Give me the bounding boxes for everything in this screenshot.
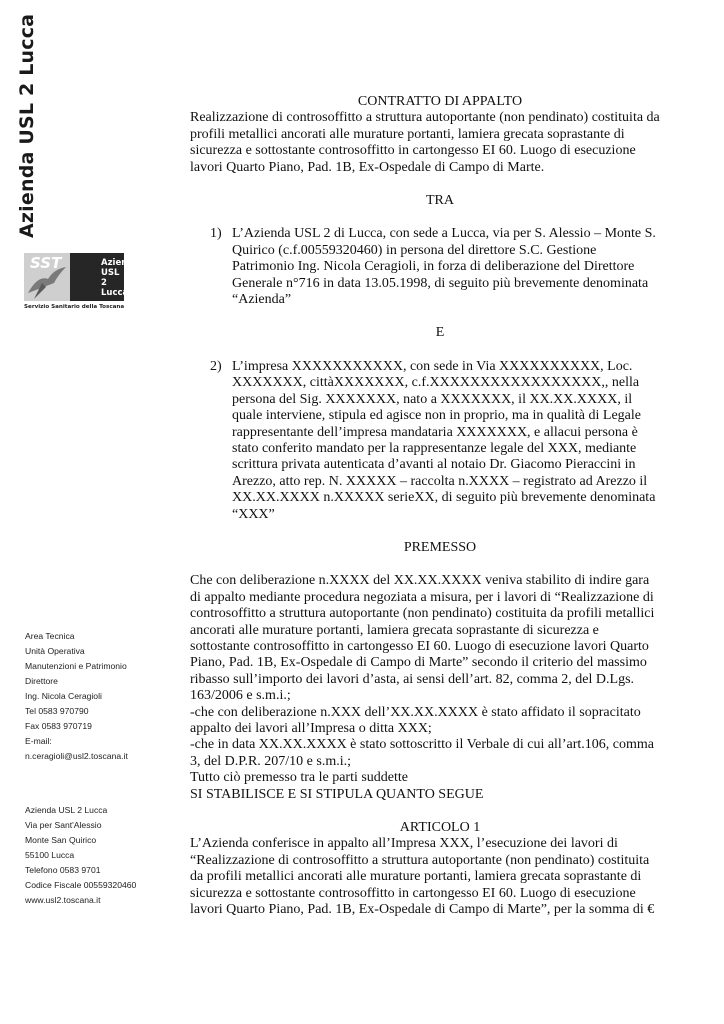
bird-emblem bbox=[24, 253, 70, 301]
text-line: rappresentante dell’impresa mandataria XXXXXXX, e allacui persona è bbox=[232, 424, 638, 440]
text-line: Quirico (c.f.00559320460) in persona del direttore S.C. Gestione bbox=[232, 242, 597, 258]
text-line: lavori Quarto Piano, Pad. 1B, Ex-Ospedale di Campo di Marte”, per la somma di € bbox=[190, 902, 655, 918]
text-line: ancorati alle murature portanti, lamiera grecata soprastante di sicurezza e bbox=[190, 622, 599, 638]
text-line: XX.XX.XXXX n.XXXXX serieXX, di seguito più brevemente denominata bbox=[232, 490, 656, 506]
text-line: sottostante controsoffitto in cartongesso EI 60. Luogo di esecuzione lavori Quarto bbox=[190, 638, 649, 654]
section-premesso: PREMESSO bbox=[403, 539, 477, 555]
text-line: 3, del D.P.R. 207/10 e s.m.i.; bbox=[190, 753, 352, 769]
text-line: Patrimonio Ing. Nicola Ceragioli, in forza di deliberazione del Direttore bbox=[232, 259, 635, 275]
contact-email[interactable]: n.ceragioli@usl2.toscana.it bbox=[25, 751, 128, 761]
vertical-organization-title: Azienda USL 2 Lucca bbox=[16, 13, 38, 238]
text-line: lavori Quarto Piano, Pad. 1B, Ex-Ospedale di Campo di Marte. bbox=[190, 159, 545, 175]
text-line: XXXXXXX, cittàXXXXXXX, c.f.XXXXXXXXXXXXXXXXX,, nella bbox=[232, 375, 640, 391]
logo-tagline: Servizio Sanitario della Toscana bbox=[24, 304, 125, 310]
party-number: 2) bbox=[210, 358, 222, 374]
text-line: Arezzo, atto rep. N. XXXXX – raccolta n.XXXX – registrato ad Arezzo il bbox=[232, 473, 648, 489]
document-title: CONTRATTO DI APPALTO bbox=[357, 94, 523, 109]
party-number: 1) bbox=[210, 226, 222, 242]
logo-name-box bbox=[70, 253, 140, 301]
contract-body bbox=[190, 94, 690, 918]
website-link[interactable]: www.usl2.toscana.it bbox=[25, 895, 101, 905]
contact-line: Area Tecnica bbox=[25, 631, 75, 641]
text-line: Piano, Pad. 1B, Ex-Ospedale di Campo di Marte” secondo il criterio del massimo bbox=[190, 655, 647, 671]
text-line: L’Azienda conferisce in appalto all’Impresa XXX, l’esecuzione dei lavori di bbox=[190, 836, 618, 852]
contact-line: Fax 0583 970719 bbox=[25, 721, 92, 731]
text-line: di appalto mediante procedura negoziata a misura, per i lavori di “Realizzazione di bbox=[190, 589, 654, 605]
sst-logo bbox=[24, 253, 140, 313]
party-2 bbox=[210, 359, 690, 523]
contact-line: Ing. Nicola Ceragioli bbox=[25, 691, 102, 701]
text-line: ribasso sull’importo dei lavori d’asta, ai sensi dell’art. 82, comma 2, del D.Lgs. bbox=[190, 671, 635, 687]
text-line: L’Azienda USL 2 di Lucca, con sede a Lucca, via per S. Alessio – Monte S. bbox=[232, 226, 656, 242]
text-line: sicurezza e sottostante controsoffitto in cartongesso EI 60. Luogo di esecuzione bbox=[190, 143, 636, 159]
address-line: Via per Sant'Alessio bbox=[25, 820, 102, 830]
address-line: Monte San Quirico bbox=[25, 835, 97, 845]
text-line: L’impresa XXXXXXXXXXX, con sede in Via XXXXXXXXXX, Loc. bbox=[232, 358, 633, 374]
text-line: SI STABILISCE E SI STIPULA QUANTO SEGUE bbox=[190, 786, 484, 802]
logo-line-azienda: Azienda bbox=[101, 258, 140, 268]
contact-line: Direttore bbox=[25, 676, 58, 686]
address-line: Telefono 0583 9701 bbox=[25, 865, 101, 875]
text-line: scrittura privata autenticata d’avanti al notaio Dr. Giacomo Pieraccini in bbox=[232, 457, 636, 473]
text-line: quale interviene, stipula ed agisce non in proprio, ma in qualità di Legale bbox=[232, 408, 641, 424]
premesso-paragraph bbox=[190, 573, 690, 803]
text-line: profili metallici ancorati alle murature portanti, lamiera grecata soprastante di bbox=[190, 126, 625, 142]
intro-paragraph bbox=[190, 110, 690, 176]
text-line: Tutto ciò premesso tra le parti suddette bbox=[190, 770, 408, 786]
logo-line-usl: USL 2 bbox=[101, 268, 120, 288]
text-line: controsoffitto a struttura autoportante (non pendinato) costituita da profili metallici bbox=[190, 606, 655, 622]
contact-line: Manutenzioni e Patrimonio bbox=[25, 661, 127, 671]
articolo-paragraph bbox=[190, 836, 690, 918]
logo-line-lucca: Lucca bbox=[101, 288, 129, 298]
text-line: -che con deliberazione n.XXX dell’XX.XX.XXXX è stato affidato il sopracitato bbox=[190, 704, 641, 720]
text-line: Che con deliberazione n.XXXX del XX.XX.XXXX veniva stabilito di indire gara bbox=[190, 573, 650, 589]
address-block bbox=[25, 803, 136, 908]
text-line: Realizzazione di controsoffitto a struttura autoportante (non pendinato) costituita da bbox=[190, 110, 660, 126]
text-line: Generale n°716 in data 13.05.1998, di seguito più brevemente denominata bbox=[232, 275, 649, 291]
text-line: persona del Sig. XXXXXXX, nato a XXXXXXX, il XX.XX.XXXX, il bbox=[232, 391, 633, 407]
text-line: 163/2006 e s.m.i.; bbox=[190, 688, 291, 704]
address-line: 55100 Lucca bbox=[25, 850, 75, 860]
section-articolo-1: ARTICOLO 1 bbox=[399, 820, 481, 836]
text-line: appalto dei lavori all’Impresa o ditta XXX; bbox=[190, 721, 432, 736]
contact-block bbox=[25, 629, 128, 764]
section-tra: TRA bbox=[426, 193, 454, 209]
address-line: Codice Fiscale 00559320460 bbox=[25, 880, 137, 890]
text-line: -che in data XX.XX.XXXX è stato sottoscritto il Verbale di cui all’art.106, comma bbox=[190, 737, 654, 753]
contact-line: Unità Operativa bbox=[25, 646, 85, 656]
contact-line: Tel 0583 970790 bbox=[25, 706, 89, 716]
text-line: “Realizzazione di controsoffitto a struttura autoportante (non pendinato) costituita bbox=[190, 852, 650, 868]
text-line: “Azienda” bbox=[232, 292, 292, 308]
text-line: da profili metallici ancorati alle murature portanti, lamiera grecata soprastante di bbox=[190, 869, 642, 885]
sst-text: SST bbox=[30, 254, 62, 272]
text-line: sicurezza e sottostante controsoffitto in cartongesso EI 60. Luogo di esecuzione bbox=[190, 885, 636, 901]
party-1 bbox=[210, 226, 690, 308]
contact-line: E-mail: bbox=[25, 736, 52, 746]
text-line: stato conferito mandato per la rappresentanze legale del XXX, mediante bbox=[232, 440, 637, 456]
address-line: Azienda USL 2 Lucca bbox=[25, 805, 108, 815]
text-line: “XXX” bbox=[232, 506, 275, 522]
section-e: E bbox=[435, 325, 445, 341]
